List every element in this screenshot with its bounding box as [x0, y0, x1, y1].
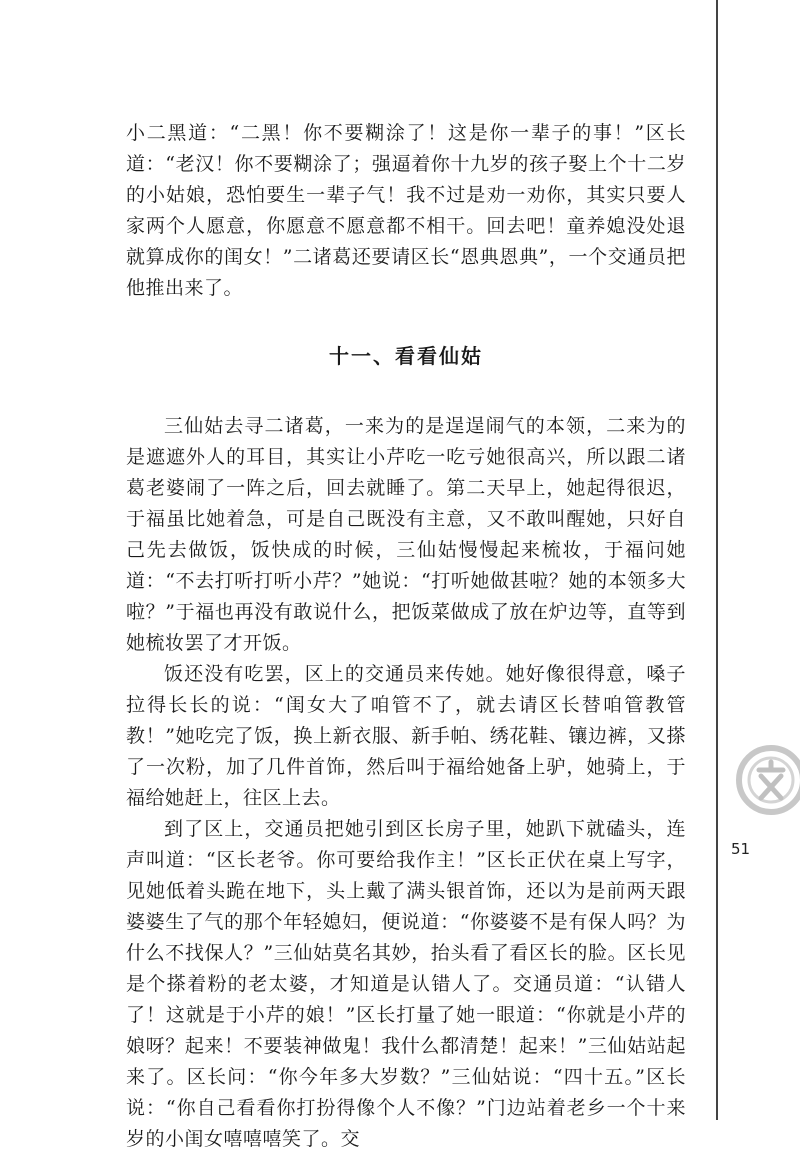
paragraph: 饭还没有吃罢，区上的交通员来传她。她好像很得意，嗓子拉得长长的说：“闺女大了咱管不了，就去请区长替咱管教管教！”她吃完了饭，换上新衣服、新手帕、绣花鞋、镶边裤，又搽了一次粉，加了几件首饰，然后叫于福给她备上驴，她骑上，于福给她赶上，往区上去。 [126, 663, 686, 809]
paragraph: 小二黑道：“二黑！你不要糊涂了！这是你一辈子的事！”区长道：“老汉！你不要糊涂了；强逼着你十九岁的孩子娶上个十二岁的小姑娘，恐怕要生一辈子气！我不过是劝一劝你，其实只要人家两个人愿意，你愿意不愿意都不相干。回去吧！童养媳没处退就算成你的闺女！”二诸葛还要请区长“恩典恩典”，一个交通员把他推出来了。 [126, 122, 686, 299]
paragraph: 三仙姑去寻二诸葛，一来为的是逞逞闹气的本领，二来为的是遮遮外人的耳目，其实让小芹吃一吃亏她很高兴，所以跟二诸葛老婆闹了一阵之后，回去就睡了。第二天早上，她起得很迟，于福虽比她着急，可是自己既没有主意，又不敢叫醒她，只好自己先去做饭，饭快成的时候，三仙姑慢慢起来梳妆，于福问她道：“不去打听打听小芹？”她说：“打听她做甚啦？她的本领多大啦？”于福也再没有敢说什么，把饭菜做成了放在炉边等，直等到她梳妆罢了才开饭。 [126, 415, 686, 654]
chapter-heading: 十一、看看仙姑 [329, 344, 483, 368]
text-block [126, 118, 686, 1155]
paragraph: 到了区上，交通员把她引到区长房子里，她趴下就磕头，连声叫道：“区长老爷。你可要给我作主！”区长正伏在桌上写字，见她低着头跪在地下，头上戴了满头银首饰，还以为是前两天跟婆婆生了气的那个年轻媳妇，便说道：“你婆婆不是有保人吗？为什么不找保人？”三仙姑莫名其妙，抬头看了看区长的脸。区长见是个搽着粉的老太婆，才知道是认错人了。交通员道：“认错人了！这就是于小芹的娘！”区长打量了她一眼道：“你就是小芹的娘呀？起来！不要装神做鬼！我什么都清楚！起来！”三仙姑站起来了。区长问：“你今年多大岁数？”三仙姑说：“四十五。”区长说：“你自己看看你打扮得像个人不像？”门边站着老乡一个十来岁的小闺女嘻嘻嘻笑了。交 [126, 818, 686, 1150]
page-edge-line [716, 0, 718, 1120]
seal-emblem-icon [731, 740, 800, 820]
page-number: 51 [731, 840, 751, 858]
